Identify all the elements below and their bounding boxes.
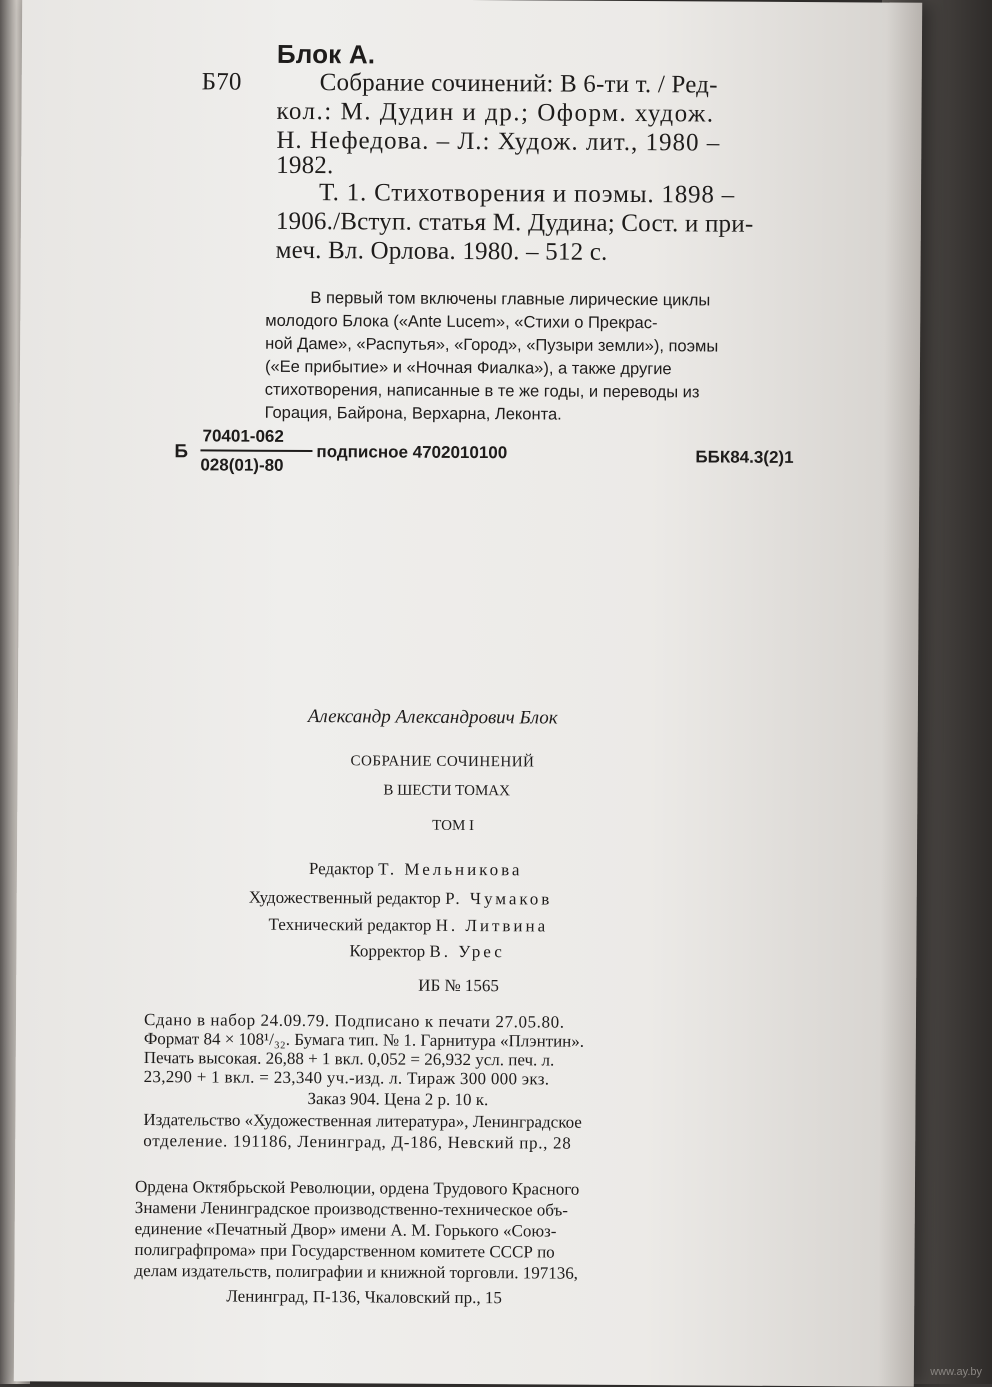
index-denominator: 028(01)-80 — [200, 455, 284, 475]
collection-subtitle: В ШЕСТИ ТОМАХ — [383, 782, 511, 800]
header-line-7: меч. Вл. Орлова. 1980. – 512 с. — [275, 236, 608, 266]
site-watermark: www.ay.by — [930, 1366, 982, 1378]
print-line-4: 23,290 + 1 вкл. = 23,340 уч.-изд. л. Тираж 300 000 экз. — [143, 1067, 550, 1089]
printer-line-6: Ленинград, П-136, Чкаловский пр., 15 — [226, 1286, 502, 1308]
print-line-6: Издательство «Художественная литература», Ленинградское — [143, 1110, 582, 1132]
print-line-7: отделение. 191186, Ленинград, Д-186, Невский пр., 28 — [143, 1131, 572, 1153]
print-line-2: Формат 84 × 108¹/₃₂. Бумага тип. № 1. Гарнитура «Плэнтин». — [143, 1029, 585, 1051]
credit-name: В. Урес — [429, 941, 505, 962]
printer-line-3: единение «Печатный Двор» имени А. М. Горького «Союз- — [134, 1218, 557, 1241]
collection-title: СОБРАНИЕ СОЧИНЕНИЙ — [350, 753, 535, 771]
credit-role: Корректор — [349, 941, 426, 961]
printer-line-4: полиграфпрома» при Государственном комитете СССР по — [134, 1239, 555, 1262]
index-numerator: 70401-062 — [202, 426, 284, 446]
credit-corrector — [349, 941, 505, 962]
full-author-name: Александр Александрович Блок — [307, 706, 558, 729]
credit-name: Н. Литвина — [435, 915, 549, 936]
credit-name: Т. Мельникова — [378, 859, 523, 880]
credit-editor — [309, 859, 523, 880]
header-line-1: Собрание сочинений: В 6-ти т. / Ред- — [319, 69, 718, 99]
annotation-line-2: молодого Блока («Ante Lucem», «Стихи о Прекрас- — [265, 311, 658, 333]
index-fraction-line — [200, 449, 312, 452]
annotation-line-4: («Ее прибытие» и «Ночная Фиалка»), а также другие — [264, 357, 672, 379]
annotation-line-5: стихотворения, написанные в те же годы, и переводы из — [264, 380, 700, 402]
credit-name: Р. Чумаков — [445, 888, 553, 909]
index-letter: Б — [174, 441, 189, 463]
author-heading: Блок А. — [276, 38, 376, 70]
header-line-4: 1982. — [276, 151, 334, 180]
header-line-2: кол.: М. Дудин и др.; Оформ. худож. — [276, 97, 715, 128]
book-page — [14, 0, 922, 1387]
annotation-line-1: В первый том включены главные лирические циклы — [310, 289, 711, 310]
header-line-3: Н. Нефедова. – Л.: Худож. лит., 1980 – — [276, 126, 721, 157]
print-line-1: Сдано в набор 24.09.79. Подписано к печати 27.05.80. — [143, 1010, 565, 1032]
header-line-5: Т. 1. Стихотворения и поэмы. 1898 – — [318, 179, 736, 209]
print-line-5: Заказ 904. Цена 2 р. 10 к. — [307, 1089, 489, 1110]
ib-number: ИБ № 1565 — [418, 975, 500, 996]
bbk-code: ББК84.3(2)1 — [695, 447, 794, 467]
subscription-note: подписное 4702010100 — [316, 442, 508, 463]
header-line-6: 1906./Вступ. статья М. Дудина; Сост. и при- — [275, 207, 754, 238]
credit-art-editor — [249, 888, 553, 910]
credit-tech-editor — [269, 915, 549, 937]
catalog-code: Б70 — [201, 68, 242, 96]
printer-line-2: Знамени Ленинградское производственно-техническое объ- — [134, 1197, 569, 1220]
annotation-line-3: ной Даме», «Распутья», «Город», «Пузыри земли»), поэмы — [265, 334, 719, 356]
credit-role: Художественный редактор — [248, 887, 441, 908]
printer-line-1: Ордена Октябрьской Революции, ордена Трудового Красного — [134, 1176, 580, 1199]
credit-role: Технический редактор — [268, 914, 432, 935]
volume-label: ТОМ I — [432, 817, 475, 835]
print-line-3: Печать высокая. 26,88 + 1 вкл. 0,052 = 26,932 усл. печ. л. — [143, 1048, 555, 1070]
annotation-line-6: Горация, Байрона, Верхарна, Леконта. — [264, 403, 562, 424]
credit-role: Редактор — [308, 859, 374, 879]
printer-line-5: делам издательств, полиграфии и книжной торговли. 197136, — [134, 1260, 579, 1283]
